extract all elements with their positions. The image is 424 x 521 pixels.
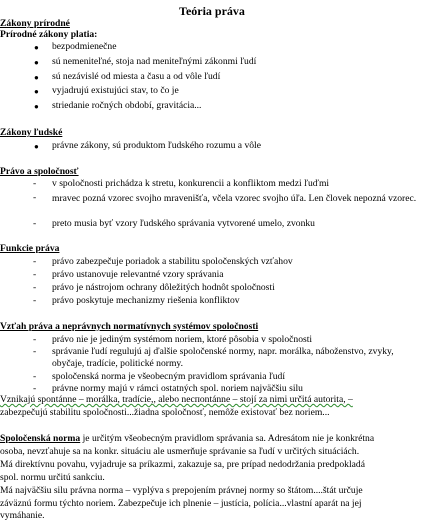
bullet-icon: ●: [34, 102, 39, 111]
list-item: správanie ľudí regulujú aj ďalšie spoločenské normy, napr. morálka, náboženstvo, zvyky, obyčaje, tradície, politické normy.: [52, 346, 394, 369]
dash-marker: -: [33, 218, 37, 229]
list-item: vyjadrujú existujúci stav, to čo je: [52, 85, 179, 96]
paragraph-line: [0, 394, 353, 405]
list-item: sú nemeniteľné, stoja nad meniteľnými zákonmi ľudí: [52, 56, 257, 67]
list-item: striedanie ročných období, gravitácia...: [52, 100, 202, 111]
list-item: bezpodmienečne: [52, 41, 117, 52]
list-item: právo poskytuje mechanizmy riešenia konfliktov: [52, 295, 240, 306]
bullet-icon: ●: [34, 87, 39, 96]
list-item: právo zabezpečuje poriadok a stabilitu spoločenských vzťahov: [52, 256, 293, 267]
dash-marker: -: [33, 371, 37, 382]
bullet-icon: ●: [34, 142, 39, 151]
paragraph-line: [0, 433, 374, 444]
dash-marker: -: [33, 282, 37, 293]
page-title: Teória práva: [179, 4, 245, 18]
list-item: v spoločnosti prichádza k stretu, konkurencii a konfliktom medzi ľuďmi: [52, 178, 330, 189]
dash-marker: -: [33, 192, 37, 203]
subheading-prirodne-zakony: Prírodné zákony platia:: [0, 29, 98, 40]
list-item: spoločenská norma je všeobecným pravidlom správania ľudí: [52, 371, 286, 382]
dash-marker: -: [33, 178, 37, 189]
list-item: právne zákony, sú produktom ľudského rozumu a vôle: [52, 140, 261, 151]
paragraph-text: je určitým všeobecným pravidlom správania sa. Adresátom nie je konkrétna: [80, 433, 375, 444]
bullet-icon: ●: [34, 73, 39, 82]
list-item: sú nezávislé od miesta a času a od vôle ľudí: [52, 71, 221, 82]
paragraph-line: spol. normu určitú sankciu.: [0, 472, 105, 483]
paragraph-line: záväznú formu týchto noriem. Zabezpečuje ich plnenie – justícia, polícia...vlastní aparát na jej: [0, 498, 362, 509]
heading-zakony-prirodne: Zákony prírodné: [0, 18, 70, 29]
paragraph-line: Má najväčšiu silu právna norma – vyplýva s prepojením právnej normy so štátom....štát určuje: [0, 485, 363, 496]
dash-marker: -: [33, 334, 37, 345]
list-item: právo je nástrojom ochrany dôležitých hodnôt spoločnosti: [52, 282, 275, 293]
bullet-icon: ●: [34, 58, 39, 67]
heading-vztah-prava: Vzťah práva a neprávnych normatívnych systémov spoločnosti: [0, 321, 259, 332]
list-item: právo nie je jediným systémom noriem, ktoré pôsobia v spoločnosti: [52, 334, 313, 345]
list-item: mravec pozná vzorec svojho mravenišťa, včela vzorec svojho úľa. Len človek nepozná vzorec.: [52, 193, 417, 204]
term-spolocenska-norma: Spoločenská norma: [0, 433, 81, 444]
list-item: preto musia byť vzory ľudského správania vytvorené umelo, zvonku: [52, 218, 315, 229]
dash-marker: -: [33, 295, 37, 306]
paragraph-line: Má direktívnu povahu, vyjadruje sa príkazmi, zakazuje sa, pre prípad nedodržania predpokladá: [0, 459, 365, 470]
paragraph-line: osoba, nevzťahuje sa na konkr. situáciu ale usmerňuje správanie sa ľudí v určitých situáciách.: [0, 446, 360, 457]
dash-marker: -: [33, 256, 37, 267]
dash-marker: -: [33, 346, 37, 357]
heading-pravo-a-spolocnost: Právo a spoločnosť: [0, 166, 79, 177]
list-item: právo ustanovuje relevantné vzory správania: [52, 269, 224, 280]
heading-zakony-ludske: Zákony ľudské: [0, 127, 63, 138]
dash-marker: -: [33, 383, 37, 394]
paragraph-line: zabezpečujú stabilitu spoločnosti...žiadna spoločnosť, nemôže existovať bez noriem...: [0, 407, 330, 418]
bullet-icon: ●: [34, 43, 39, 52]
heading-funkcie-prava: Funkcie práva: [0, 243, 60, 254]
list-item: právne normy majú v rámci ostatných spol. noriem najväčšiu silu: [52, 383, 303, 394]
paragraph-text: Vznikajú spontánne – morálka, tradície,, alebo neспontánne – stojí za nimi určitá autorita, –: [0, 394, 353, 405]
paragraph-line: vymáhanie.: [0, 510, 45, 521]
dash-marker: -: [33, 269, 37, 280]
